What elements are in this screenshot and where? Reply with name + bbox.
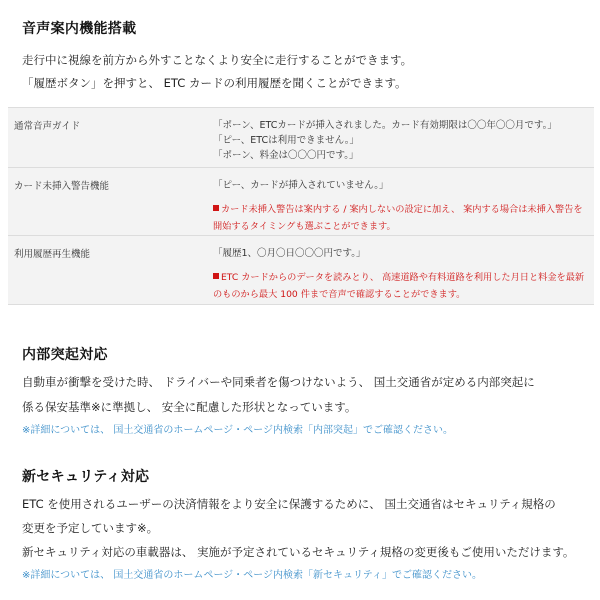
guide-quote: 「履歴1、〇月〇日〇〇〇円です。」	[213, 248, 366, 259]
voice-guide-desc-line-1: 走行中に視線を前方から外すことなくより安全に走行することができます。	[22, 53, 413, 67]
new-security-desc-line-3: 新セキュリティ対応の車載器は、 実施が予定されているセキュリティ規格の変更後もご使用いただけます。	[22, 545, 575, 559]
row-content	[213, 246, 588, 303]
guide-quote: 「ポーン、料金は〇〇〇円です。」	[213, 150, 359, 161]
new-security-title: 新セキュリティ対応	[22, 469, 150, 485]
warning-note	[213, 269, 588, 303]
warning-note	[213, 201, 588, 235]
guide-quote: 「ポーン、ETCカードが挿入されました。カード有効期限は〇〇年〇〇月です。」	[213, 120, 557, 131]
warning-text: カード未挿入警告は案内する / 案内しないの設定に加え、 案内する場合は未挿入警告を開始するタイミングも選ぶことができます。	[213, 204, 583, 232]
table-row-history-playback	[8, 236, 594, 304]
table-row-normal-guide	[8, 108, 594, 168]
internal-protrusion-desc-line-1: 自動車が衝撃を受けた時、 ドライバーや同乗者を傷つけないよう、 国土交通省が定める内部突起に	[22, 375, 535, 389]
voice-guide-title: 音声案内機能搭載	[22, 21, 137, 37]
new-security-note: ※詳細については、 国土交通省のホームページ・ページ内検索「新セキュリティ」でご確認ください。	[22, 570, 482, 581]
voice-guide-desc-line-2: 「履歴ボタン」を押すと、 ETC カードの利用履歴を聞くことができます。	[22, 76, 407, 90]
row-content	[213, 118, 588, 163]
red-square-icon	[213, 273, 219, 279]
guide-quote: 「ピー、カードが挿入されていません。」	[213, 180, 389, 191]
table-row-card-warning	[8, 168, 594, 236]
internal-protrusion-title: 内部突起対応	[22, 347, 108, 363]
red-square-icon	[213, 205, 219, 211]
guide-quote: 「ピー、ETCは利用できません。」	[213, 135, 359, 146]
voice-feature-table	[8, 107, 594, 305]
new-security-desc-line-2: 変更を予定しています※。	[22, 521, 159, 535]
internal-protrusion-note: ※詳細については、 国土交通省のホームページ・ページ内検索「内部突起」でご確認ください。	[22, 425, 453, 436]
row-content	[213, 178, 588, 235]
internal-protrusion-desc-line-2: 係る保安基準※に準拠し、 安全に配慮した形状となっています。	[22, 400, 357, 414]
new-security-desc-line-1: ETC を使用されるユーザーの決済情報をより安全に保護するために、 国土交通省はセキュリティ規格の	[22, 497, 556, 511]
warning-text: ETC カードからのデータを読みとり、 高速道路や有料道路を利用した月日と料金を最新のものから最大 100 件まで音声で確認することができます。	[213, 272, 585, 300]
row-label: カード未挿入警告機能	[14, 181, 110, 192]
row-label: 利用履歴再生機能	[14, 249, 91, 260]
row-label: 通常音声ガイド	[14, 121, 81, 132]
